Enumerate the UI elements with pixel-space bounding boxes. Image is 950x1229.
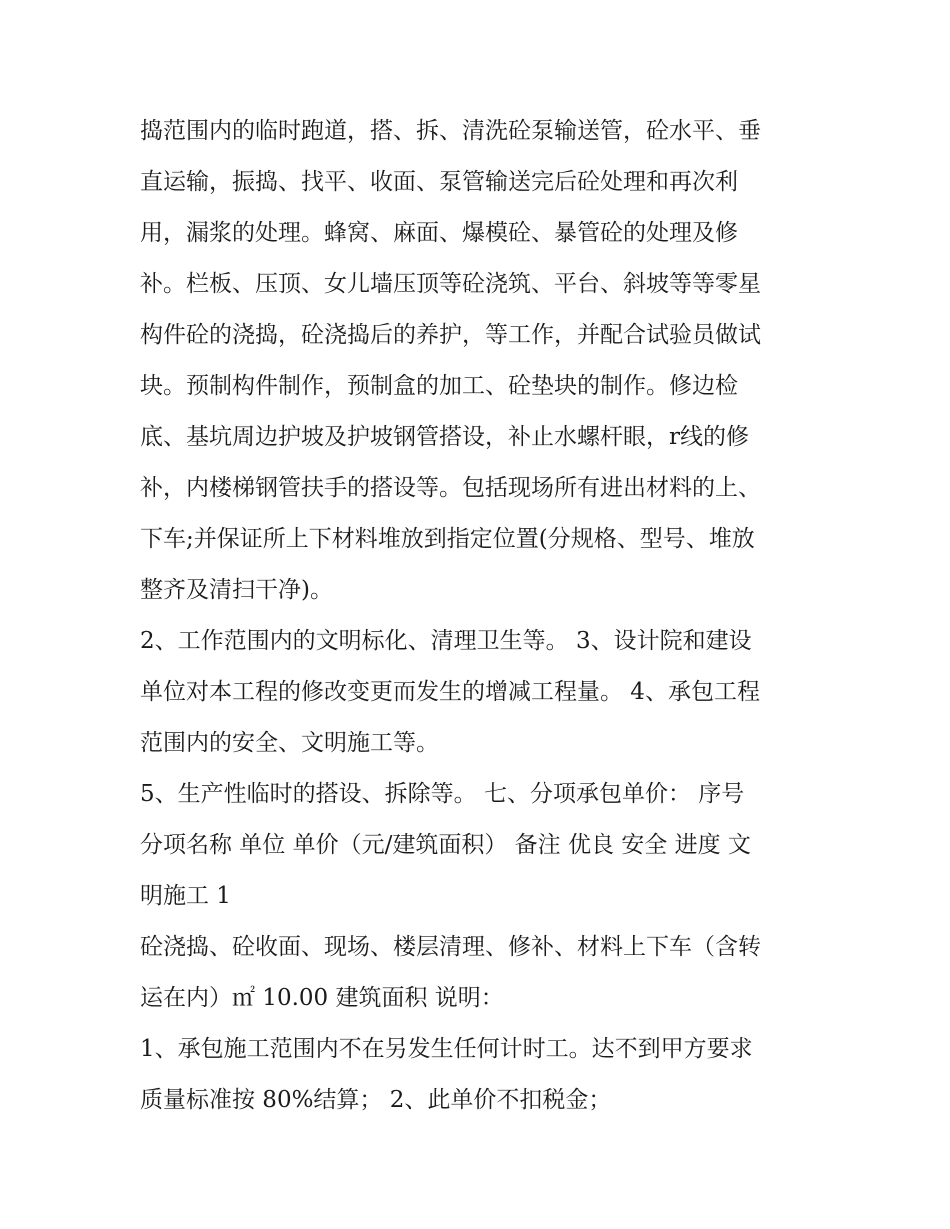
body-text	[140, 106, 830, 1126]
text-line: 下车;并保证所上下材料堆放到指定位置(分规格、型号、堆放	[140, 526, 755, 552]
text-line: 质量标准按 80%结算； 2、此单价不扣税金；	[140, 1087, 612, 1113]
text-line: 范围内的安全、文明施工等。	[140, 730, 439, 756]
text-line: 1、承包施工范围内不在另发生任何计时工。达不到甲方要求	[140, 1036, 753, 1062]
text-line: 2、工作范围内的文明标化、清理卫生等。 3、设计院和建设	[140, 628, 752, 654]
text-line: 底、基坑周边护坡及护坡钢管搭设，补止水螺杆眼，r线的修	[140, 424, 749, 450]
text-line: 分项名称 单位 单价（元/建筑面积） 备注 优良 安全 进度 文	[140, 832, 751, 858]
text-line: 运在内）㎡ 10.00 建筑面积 说明：	[140, 985, 504, 1011]
text-line: 明施工 1	[140, 883, 231, 909]
text-line: 5、生产性临时的搭设、拆除等。 七、分项承包单价： 序号	[140, 781, 745, 807]
text-line: 构件砼的浇捣，砼浇捣后的养护，等工作，并配合试验员做试	[140, 322, 761, 348]
text-line: 整齐及清扫干净)。	[140, 577, 333, 603]
text-line: 砼浇捣、砼收面、现场、楼层清理、修补、材料上下车（含转	[140, 934, 761, 960]
text-line: 补，内楼梯钢管扶手的搭设等。包括现场所有进出材料的上、	[140, 475, 761, 501]
text-line: 用，漏浆的处理。蜂窝、麻面、爆模砼、暴管砼的处理及修	[140, 220, 738, 246]
text-line: 块。预制构件制作，预制盒的加工、砼垫块的制作。修边检	[140, 373, 738, 399]
text-line: 补。栏板、压顶、女儿墙压顶等砼浇筑、平台、斜坡等等零星	[140, 271, 761, 297]
text-line: 直运输，振捣、找平、收面、泵管输送完后砼处理和再次利	[140, 169, 738, 195]
text-line: 单位对本工程的修改变更而发生的增减工程量。 4、承包工程	[140, 679, 760, 705]
text-line: 捣范围内的临时跑道，搭、拆、清洗砼泵输送管，砼水平、垂	[140, 118, 761, 144]
